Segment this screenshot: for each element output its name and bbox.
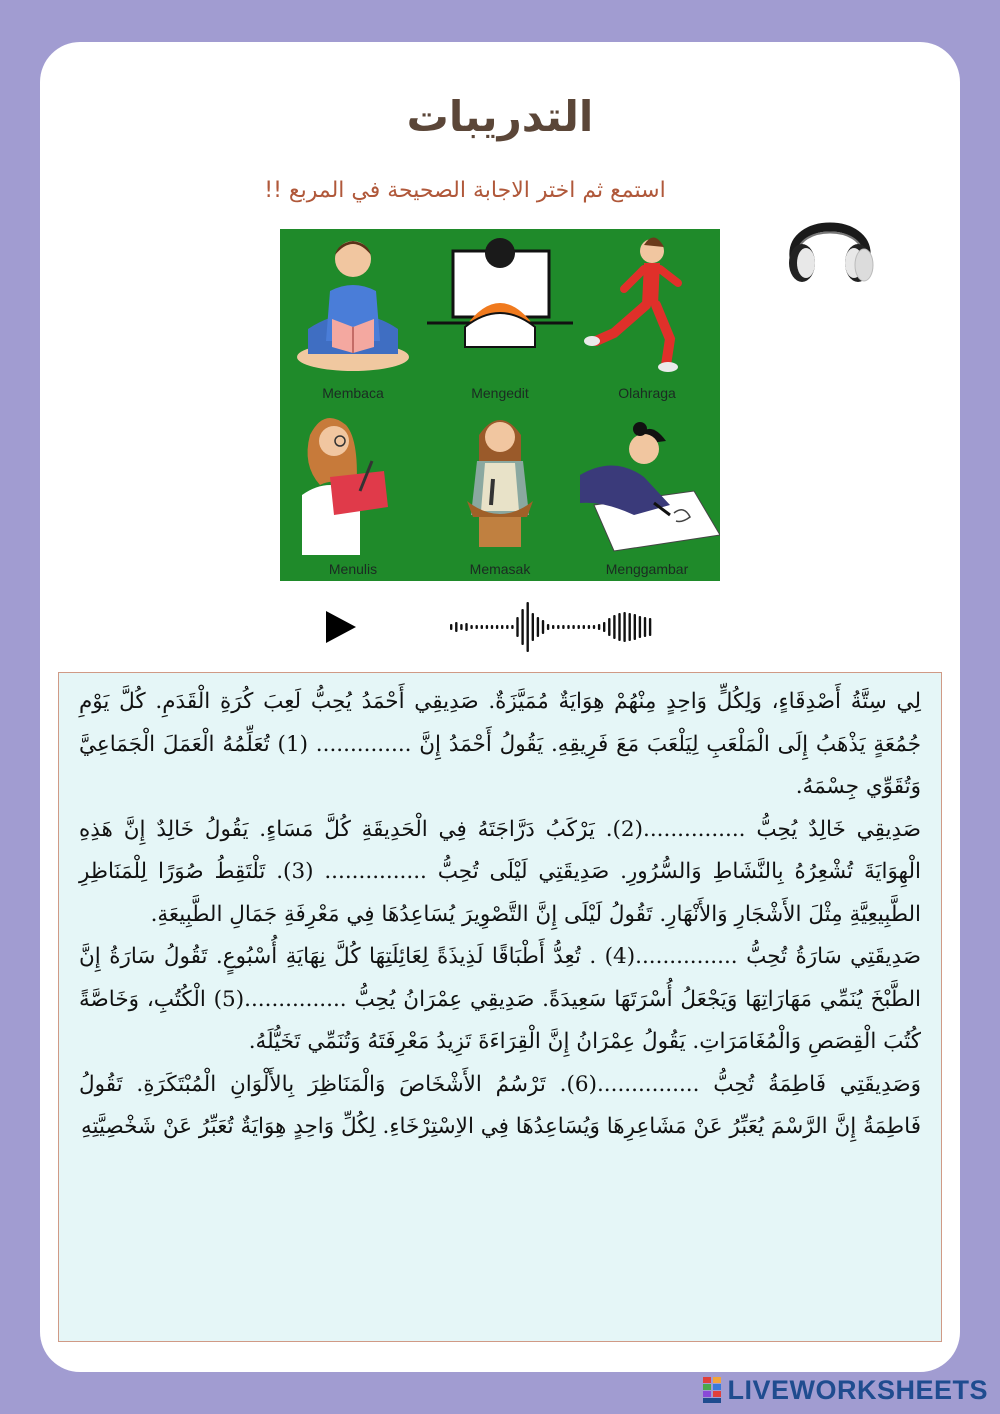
waveform-bar (552, 625, 554, 629)
waveform-bar (639, 616, 641, 638)
waveform-bar (486, 625, 488, 629)
story-paragraph: صَدِيقِي خَالِدٌ يُحِبُّ ...............(2). يَرْكَبُ دَرَّاجَتَهُ فِي الْحَدِيقَةِ كُلَّ مَسَاءٍ. يَقُولُ خَالِدٌ إِنَّ هَذِهِ الْهِوَايَةَ تُشْعِرُهُ بِالنَّشَاطِ وَالسُّرُورِ. صَدِيقَتِي لَيْلَى تُحِبُّ ............... (3). تَلْتَقِطُ صُوَرًا لِلْمَنَاظِرِ الطَّبِيعِيَّةِ مِثْلَ الأَشْجَارِ وَالأَنْهَارِ. تَقُولُ لَيْلَى إِنَّ التَّصْوِيرَ يُسَاعِدُهَا فِي مَعْرِفَةِ جَمَالِ الطَّبِيعَةِ. (79, 816, 921, 927)
computer-user-icon (427, 229, 573, 379)
hobby-cell-cooking (427, 405, 573, 581)
hobby-label: Olahraga (618, 385, 676, 401)
hobby-label: Memasak (469, 561, 531, 577)
waveform-bar (649, 618, 651, 636)
waveform-bar (598, 624, 600, 630)
waveform-bar (603, 622, 605, 632)
waveform-bar (547, 624, 549, 630)
waveform-bar (593, 625, 595, 629)
waveform-bar (455, 622, 457, 632)
story-paragraph: صَدِيقَتِي سَارَةُ تُحِبُّ ...............(4) . تُعِدُّ أَطْبَاقًا لَذِيذَةً لِعَائِلَتِهَا كُلَّ نِهَايَةِ أُسْبُوعٍ. تَقُولُ سَارَةُ إِنَّ الطَّبْخَ يُنَمِّي مَهَارَاتِهَا وَيَجْعَلُ أُسْرَتَهَا سَعِيدَةً. صَدِيقِي عِمْرَانُ يُحِبُّ ...............(5) الْكُتُبِ، وَخَاصَّةً كُتُبَ الْقِصَصِ وَالْمُغَامَرَاتِ. يَقُولُ عِمْرَانُ إِنَّ الْقِرَاءَةَ تَزِيدُ مَعْرِفَتَهُ وَتُنَمِّي تَخَيُّلَهُ. (79, 944, 922, 1054)
running-icon (574, 229, 720, 379)
writing-icon (280, 405, 426, 555)
waveform-bar (644, 617, 646, 637)
hobby-cell-drawing (574, 405, 720, 581)
waveform-bar (532, 613, 534, 641)
hobby-label: Mengedit (471, 385, 529, 401)
story-textbox (58, 672, 942, 1342)
waveform-bar (623, 612, 625, 642)
waveform-bar (511, 625, 513, 629)
hobby-label: Membaca (322, 385, 384, 401)
waveform-bar (496, 625, 498, 629)
cooking-icon (427, 405, 573, 555)
brand-name: LIVEWORKSHEETS (727, 1374, 988, 1405)
headphones-icon (780, 197, 880, 297)
hobby-label: Menggambar (605, 561, 689, 577)
waveform-bar (608, 618, 610, 636)
waveform-bar (557, 625, 559, 629)
drawing-icon (574, 405, 720, 555)
waveform-bar (481, 625, 483, 629)
liveworksheets-logo-icon (703, 1377, 721, 1403)
hobbies-illustration (280, 229, 720, 581)
waveform-bar (588, 625, 590, 629)
instruction-text: استمع ثم اختر الاجابة الصحيحة في المربع !! (264, 178, 666, 203)
waveform-bar (506, 625, 508, 629)
waveform-bar (491, 625, 493, 629)
waveform-bar (537, 617, 539, 637)
hobby-label: Menulis (328, 561, 378, 577)
hobby-cell-sports (574, 229, 720, 405)
story-paragraph: لِي سِتَّةُ أَصْدِقَاءٍ، وَلِكُلٍّ وَاحِدٍ مِنْهُمْ هِوَايَةٌ مُمَيَّزَةٌ. صَدِيقِي أَحْمَدُ يُحِبُّ لَعِبَ كُرَةِ الْقَدَمِ. كُلَّ يَوْمِ جُمُعَةٍ يَذْهَبُ إِلَى الْمَلْعَبِ لِيَلْعَبَ مَعَ فَرِيقِهِ. يَقُولُ أَحْمَدُ إِنَّ .............. (1) تُعَلِّمُهُ الْعَمَلَ الْجَمَاعِيَّ وَتُقَوِّي جِسْمَهُ. (79, 689, 922, 799)
waveform-bar (572, 625, 574, 629)
waveform-bar (501, 625, 503, 629)
waveform-bar (567, 625, 569, 629)
waveform-bar (613, 615, 615, 639)
waveform-bar (578, 625, 580, 629)
waveform-bar (470, 625, 472, 629)
waveform-bar (634, 614, 636, 640)
reading-icon (280, 229, 426, 379)
page-title: التدريبات (406, 92, 594, 141)
footer-brand[interactable] (703, 1372, 988, 1408)
waveform-bar (521, 609, 523, 645)
waveform-bar (583, 625, 585, 629)
hobby-cell-editing (427, 229, 573, 405)
waveform-bar (450, 624, 452, 630)
waveform-bar (542, 620, 544, 634)
audio-player (320, 602, 660, 652)
play-icon[interactable] (320, 608, 360, 646)
hobby-cell-writing (280, 405, 426, 581)
waveform-bar (465, 623, 467, 631)
waveform-bar (460, 624, 462, 630)
waveform-bar (527, 602, 529, 652)
waveform-bar (629, 613, 631, 641)
waveform-bar (476, 625, 478, 629)
worksheet-card (40, 42, 960, 1372)
waveform-bar (516, 617, 518, 637)
audio-waveform-icon[interactable] (448, 602, 658, 652)
story-paragraph: وَصَدِيقَتِي فَاطِمَةُ تُحِبُّ ...............(6). تَرْسُمُ الأَشْخَاصَ وَالْمَنَاظِرَ بِالأَلْوَانِ الْمُبْتَكَرَةِ. تَقُولُ فَاطِمَةُ إِنَّ الرَّسْمَ يُعَبِّرُ عَنْ مَشَاعِرِهَا وَيُسَاعِدُهَا فِي الاِسْتِرْخَاءِ. لِكُلِّ وَاحِدٍ هِوَايَةٌ تُعَبِّرُ عَنْ شَخْصِيَّتِهِ (79, 1071, 921, 1139)
waveform-bar (562, 625, 564, 629)
waveform-bar (618, 613, 620, 641)
hobby-cell-reading (280, 229, 426, 405)
